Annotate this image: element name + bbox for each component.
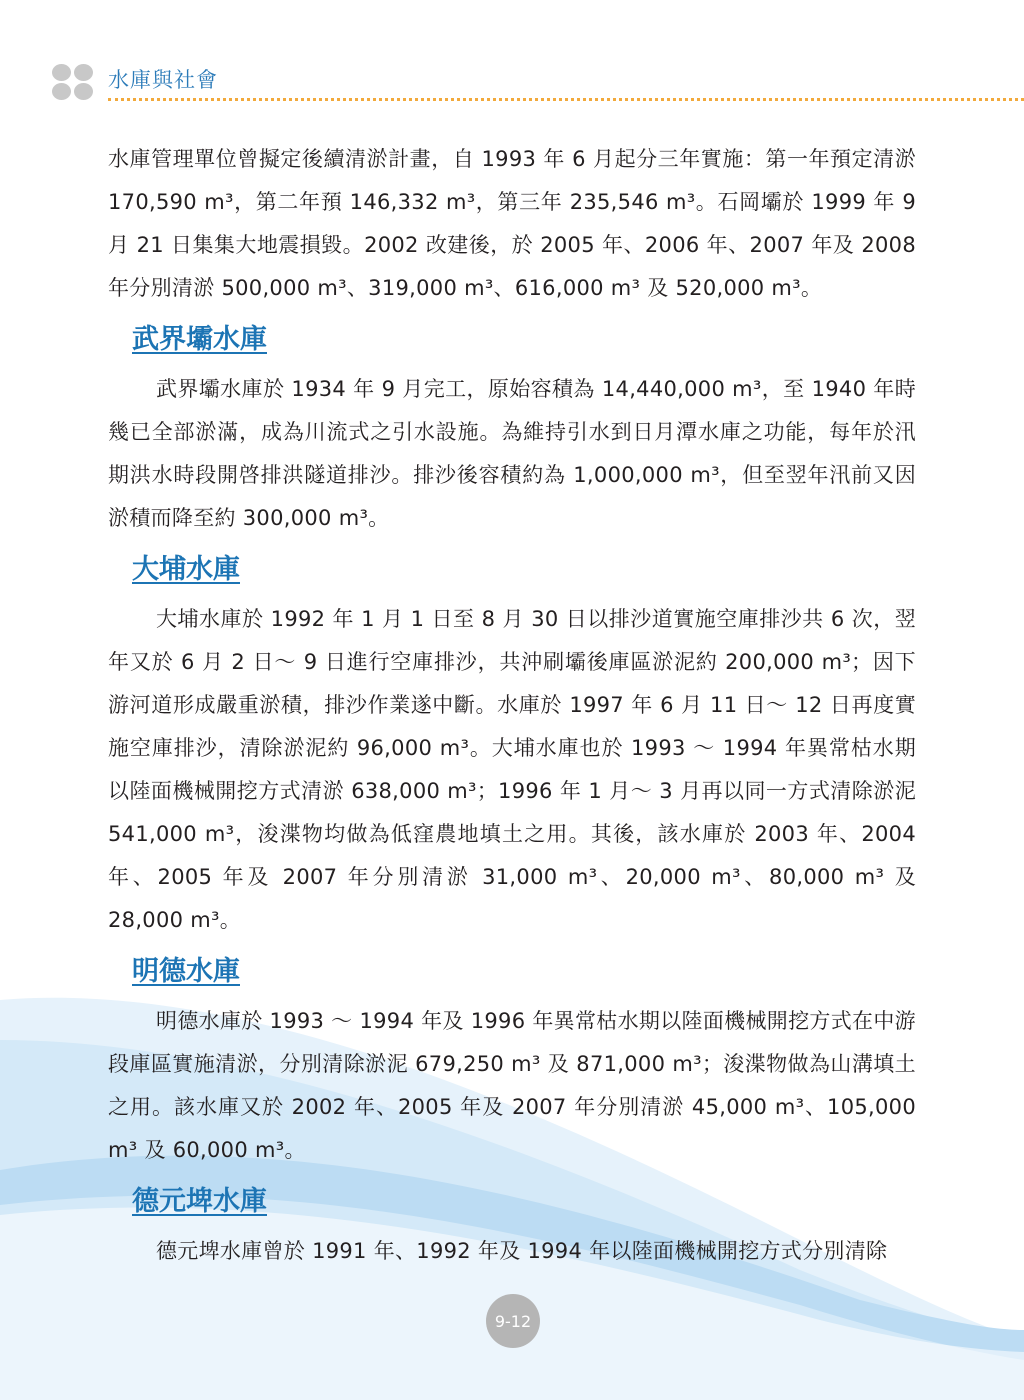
section-body-dapu: 大埔水庫於 1992 年 1 月 1 日至 8 月 30 日以排沙道實施空庫排沙共 6 次，翌年又於 6 月 2 日～ 9 日進行空庫排沙，共沖刷壩後庫區淤泥約 200,000 m³；因下游河道形成嚴重淤積，排沙作業遂中斷。水庫於 1997 年 6 月 11 日～ 12 日再度實施空庫排沙，清除淤泥約 96,000 m³。大埔水庫也於 1993 ～ 1994 年異常枯水期以陸面機械開挖方式清淤 638,000 m³；1996 年 1 月～ 3 月再以同一方式清除淤泥 541,000 m³，浚渫物均做為低窪農地填土之用。其後，該水庫於 2003 年、2004 年、2005 年及 2007 年分別清淤 31,000 m³、20,000 m³、80,000 m³ 及 28,000 m³。 [108,607,916,932]
page-number: 9-12 [494,1311,532,1331]
logo-dot [74,83,93,100]
section-title-mingde: 明德水庫 [132,956,240,987]
section-body-wujie: 武界壩水庫於 1934 年 9 月完工，原始容積為 14,440,000 m³，至 1940 年時幾已全部淤滿，成為川流式之引水設施。為維持引水到日月潭水庫之功能，每年於汛期洪水時段開啓排洪隧道排沙。排沙後容積約為 1,000,000 m³，但至翌年汛前又因淤積而降至約 300,000 m³。 [108,377,916,530]
header-rule [108,98,1024,101]
section-body-deyuanpi: 德元埤水庫曾於 1991 年、1992 年及 1994 年以陸面機械開挖方式分別清除 [156,1239,888,1263]
header-logo-icon [50,64,98,100]
page-header [50,60,1024,106]
main-content [108,138,916,1273]
section-body-mingde: 明德水庫於 1993 ～ 1994 年及 1996 年異常枯水期以陸面機械開挖方式在中游段庫區實施清淤，分別清除淤泥 679,250 m³ 及 871,000 m³；浚渫物做為山溝填土之用。該水庫又於 2002 年、2005 年及 2007 年分別清淤 45,000 m³、105,000 m³ 及 60,000 m³。 [108,1009,916,1162]
intro-paragraph: 水庫管理單位曾擬定後續清淤計畫，自 1993 年 6 月起分三年實施：第一年預定清淤 170,590 m³，第二年預 146,332 m³，第三年 235,546 m³。石岡壩於 1999 年 9 月 21 日集集大地震損毀。2002 改建後，於 2005 年、2006 年、2007 年及 2008 年分別清淤 500,000 m³、319,000 m³、616,000 m³ 及 520,000 m³。 [108,147,916,300]
logo-dot [52,83,71,100]
section-title-dapu: 大埔水庫 [132,554,240,585]
section-title-wujie: 武界壩水庫 [132,324,267,355]
header-title: 水庫與社會 [108,68,218,92]
logo-dot [74,64,93,81]
page-number-badge [486,1294,540,1348]
section-title-deyuanpi: 德元埤水庫 [132,1186,267,1217]
logo-dot [52,64,71,81]
